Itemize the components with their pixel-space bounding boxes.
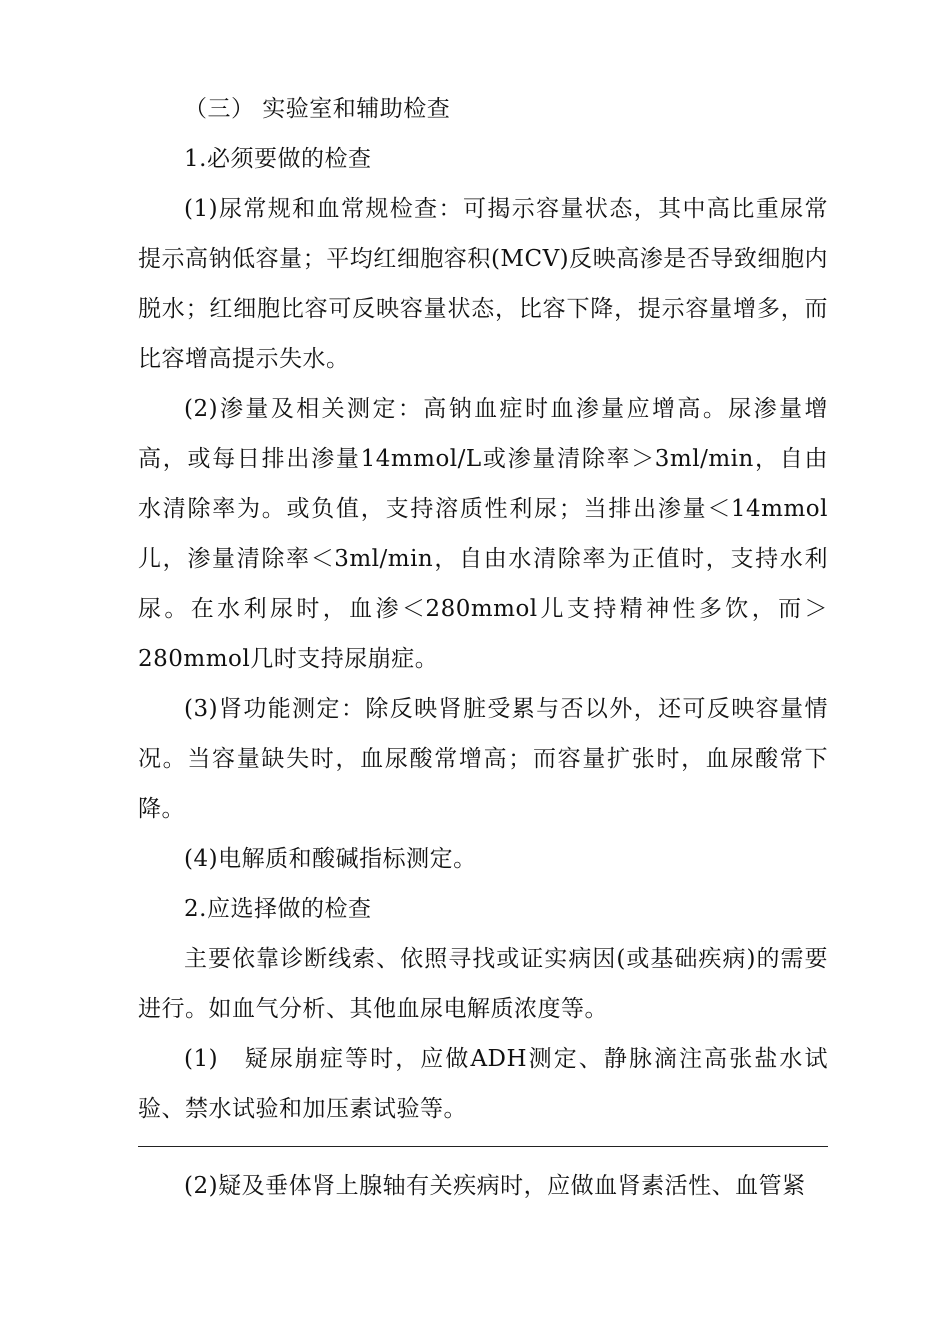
subsection-heading-optional-tests: 2.应选择做的检查 (184, 896, 372, 922)
horizontal-rule (138, 1146, 828, 1147)
section-heading: （三） 实验室和辅助检查 (184, 96, 451, 122)
paragraph-diagnostic-clues: 主要依靠诊断线索、依照寻找或证实病因(或基础疾病)的需要进行。如血气分析、其他血尿电解质浓度等。 (138, 946, 828, 1022)
paragraph-electrolytes: (4)电解质和酸碱指标测定。 (184, 846, 477, 872)
subsection-heading-required-tests: 1.必须要做的检查 (184, 146, 372, 172)
paragraph-osmolality: (2)渗量及相关测定：高钠血症时血渗量应增高。尿渗量增高，或每日排出渗量14mmol/L或渗量清除率＞3ml/min，自由水清除率为。或负值，支持溶质性利尿；当排出渗量＜14mmol儿，渗量清除率＜3ml/min，自由水清除率为正值时，支持水利尿。在水利尿时，血渗＜280mmol儿支持精神性多饮，而＞280mmol几时支持尿崩症。 (138, 396, 828, 672)
paragraph-urine-blood-routine: (1)尿常规和血常规检查：可揭示容量状态，其中高比重尿常提示高钠低容量；平均红细胞容积(MCV)反映高渗是否导致细胞内脱水；红细胞比容可反映容量状态，比容下降，提示容量增多，而比容增高提示失水。 (138, 196, 828, 372)
paragraph-diabetes-insipidus-tests: (1) 疑尿崩症等时，应做ADH测定、静脉滴注高张盐水试验、禁水试验和加压素试验等。 (138, 1046, 828, 1122)
paragraph-pituitary-adrenal: (2)疑及垂体肾上腺轴有关疾病时，应做血肾素活性、血管紧 (184, 1173, 806, 1199)
document-body (138, 84, 828, 1211)
paragraph-renal-function: (3)肾功能测定：除反映肾脏受累与否以外，还可反映容量情况。当容量缺失时，血尿酸常增高；而容量扩张时，血尿酸常下降。 (138, 696, 828, 822)
